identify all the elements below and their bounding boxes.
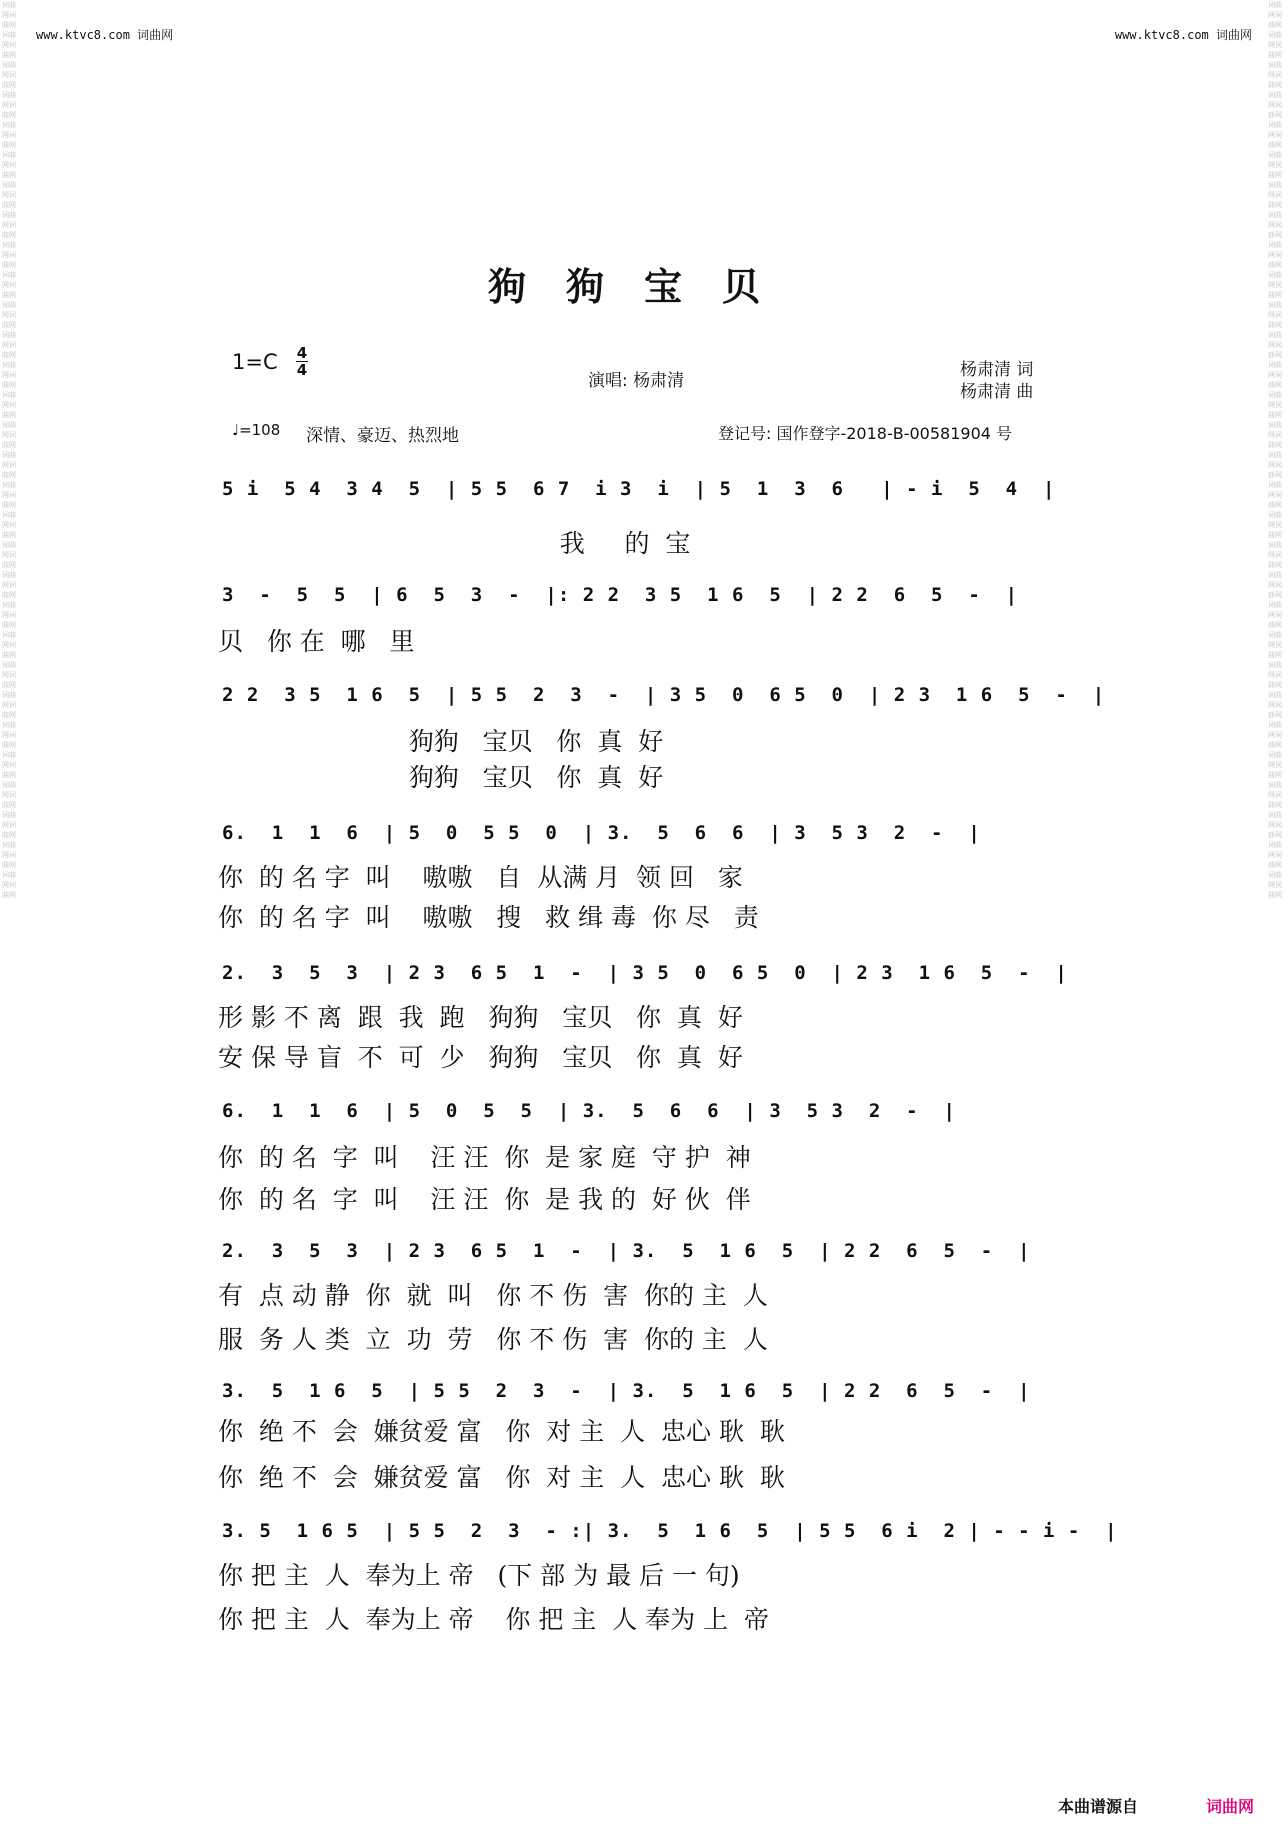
time-signature: [296, 345, 308, 378]
score-system-6-lyric-2: 你 的 名 字 叫 汪 汪 你 是 我 的 好 伙 伴: [218, 1185, 751, 1214]
watermark-right-strip: 词曲网词曲网词曲网词曲网词曲网词曲网词曲网词曲网词曲网词曲网词曲网词曲网词曲网词曲网词曲网词曲网词曲网词曲网词曲网词曲网词曲网词曲网词曲网词曲网词曲网词曲网词曲网词曲网词曲网词曲网词曲网词曲网词曲网词曲网词曲网词曲网词曲网词曲网词曲网词曲网词曲网词曲网词曲网词曲网词曲网词曲网词曲网词曲网词曲网词曲网词曲网词曲网词曲网词曲网词曲网词曲网词曲网词曲网词曲网词曲网: [1268, 1, 1282, 899]
score-system-3-notes: 2 2 3 5 1 6 5 | 5 5 2 3 - | 3 5 0 6 5 0 | 2 3 1 6 5 - |: [222, 684, 1106, 706]
score-system-6-notes: 6. 1 1 6 | 5 0 5 5 | 3. 5 6 6 | 3 5 3 2 - |: [222, 1100, 956, 1122]
header-site-right: www.ktvc8.com 词曲网: [1114, 28, 1252, 42]
footer-site-link[interactable]: 词曲网: [1206, 1797, 1255, 1816]
tempo-mark: ♩=108: [232, 421, 281, 439]
expression-mark: 深情、豪迈、热烈地: [306, 426, 459, 446]
score-system-9-notes: 3. 5 1 6 5 | 5 5 2 3 - :| 3. 5 1 6 5 | 5 5 6 i 2 | - - i - |: [222, 1520, 1118, 1542]
registration-number: 登记号: 国作登字-2018-B-00581904 号: [718, 424, 1013, 443]
score-system-4-notes: 6. 1 1 6 | 5 0 5 5 0 | 3. 5 6 6 | 3 5 3 2 - |: [222, 822, 981, 844]
score-system-5-lyric-2: 安 保 导 盲 不 可 少 狗狗 宝贝 你 真 好: [218, 1043, 743, 1072]
score-system-7-notes: 2. 3 5 3 | 2 3 6 5 1 - | 3. 5 1 6 5 | 2 2 6 5 - |: [222, 1240, 1031, 1262]
score-system-9-lyric-2: 你 把 主 人 奉为上 帝 你 把 主 人 奉为 上 帝: [218, 1605, 769, 1634]
score-system-2-notes: 3 - 5 5 | 6 5 3 - |: 2 2 3 5 1 6 5 | 2 2 6 5 - |: [222, 584, 1019, 606]
score-system-7-lyric-1: 有 点 动 静 你 就 叫 你 不 伤 害 你的 主 人: [218, 1281, 768, 1310]
key-signature: 1=C: [232, 350, 278, 374]
score-system-3-lyric-2: 狗狗 宝贝 你 真 好: [218, 763, 664, 792]
score-system-8-lyric-2: 你 绝 不 会 嫌贫爱 富 你 对 主 人 忠心 耿 耿: [218, 1463, 785, 1492]
score-system-7-lyric-2: 服 务 人 类 立 功 劳 你 不 伤 害 你的 主 人: [218, 1325, 768, 1354]
time-signature-top: 4: [296, 344, 308, 362]
score-system-4-lyric-1: 你 的 名 字 叫 嗷嗷 自 从满 月 领 回 家: [218, 863, 743, 892]
score-system-6-lyric-1: 你 的 名 字 叫 汪 汪 你 是 家 庭 守 护 神: [218, 1143, 751, 1172]
footer-source-label: 本曲谱源自: [1058, 1797, 1139, 1816]
song-title: 狗狗宝贝: [487, 265, 800, 309]
score-system-4-lyric-2: 你 的 名 字 叫 嗷嗷 搜 救 缉 毒 你 尽 责: [218, 903, 759, 932]
singer-credit: 演唱: 杨肃清: [588, 371, 685, 391]
score-system-8-lyric-1: 你 绝 不 会 嫌贫爱 富 你 对 主 人 忠心 耿 耿: [218, 1417, 785, 1446]
score-system-5-lyric-1: 形 影 不 离 跟 我 跑 狗狗 宝贝 你 真 好: [218, 1003, 743, 1032]
composer-credit: 杨肃清 曲: [960, 382, 1034, 402]
score-system-2-lyric-1: 贝 你 在 哪 里: [218, 627, 415, 656]
score-system-8-notes: 3. 5 1 6 5 | 5 5 2 3 - | 3. 5 1 6 5 | 2 2 6 5 - |: [222, 1380, 1031, 1402]
score-system-3-lyric-1: 狗狗 宝贝 你 真 好: [218, 727, 664, 756]
score-system-9-lyric-1: 你 把 主 人 奉为上 帝 (下 部 为 最 后 一 句): [218, 1561, 740, 1590]
time-signature-bottom: 4: [296, 361, 308, 379]
header-site-left: www.ktvc8.com 词曲网: [36, 28, 174, 42]
score-system-5-notes: 2. 3 5 3 | 2 3 6 5 1 - | 3 5 0 6 5 0 | 2 3 1 6 5 - |: [222, 962, 1068, 984]
lyricist-credit: 杨肃清 词: [960, 360, 1034, 380]
score-system-1-notes: 5 i 5 4 3 4 5 | 5 5 6 7 i 3 i | 5 1 3 6 | - i 5 4 |: [222, 478, 1056, 500]
watermark-left-strip: 词曲网词曲网词曲网词曲网词曲网词曲网词曲网词曲网词曲网词曲网词曲网词曲网词曲网词曲网词曲网词曲网词曲网词曲网词曲网词曲网词曲网词曲网词曲网词曲网词曲网词曲网词曲网词曲网词曲网词曲网词曲网词曲网词曲网词曲网词曲网词曲网词曲网词曲网词曲网词曲网词曲网词曲网词曲网词曲网词曲网词曲网词曲网词曲网词曲网词曲网词曲网词曲网词曲网词曲网词曲网词曲网词曲网词曲网词曲网词曲网: [2, 1, 16, 899]
score-system-1-lyric-1: 我 的 宝: [218, 529, 691, 558]
